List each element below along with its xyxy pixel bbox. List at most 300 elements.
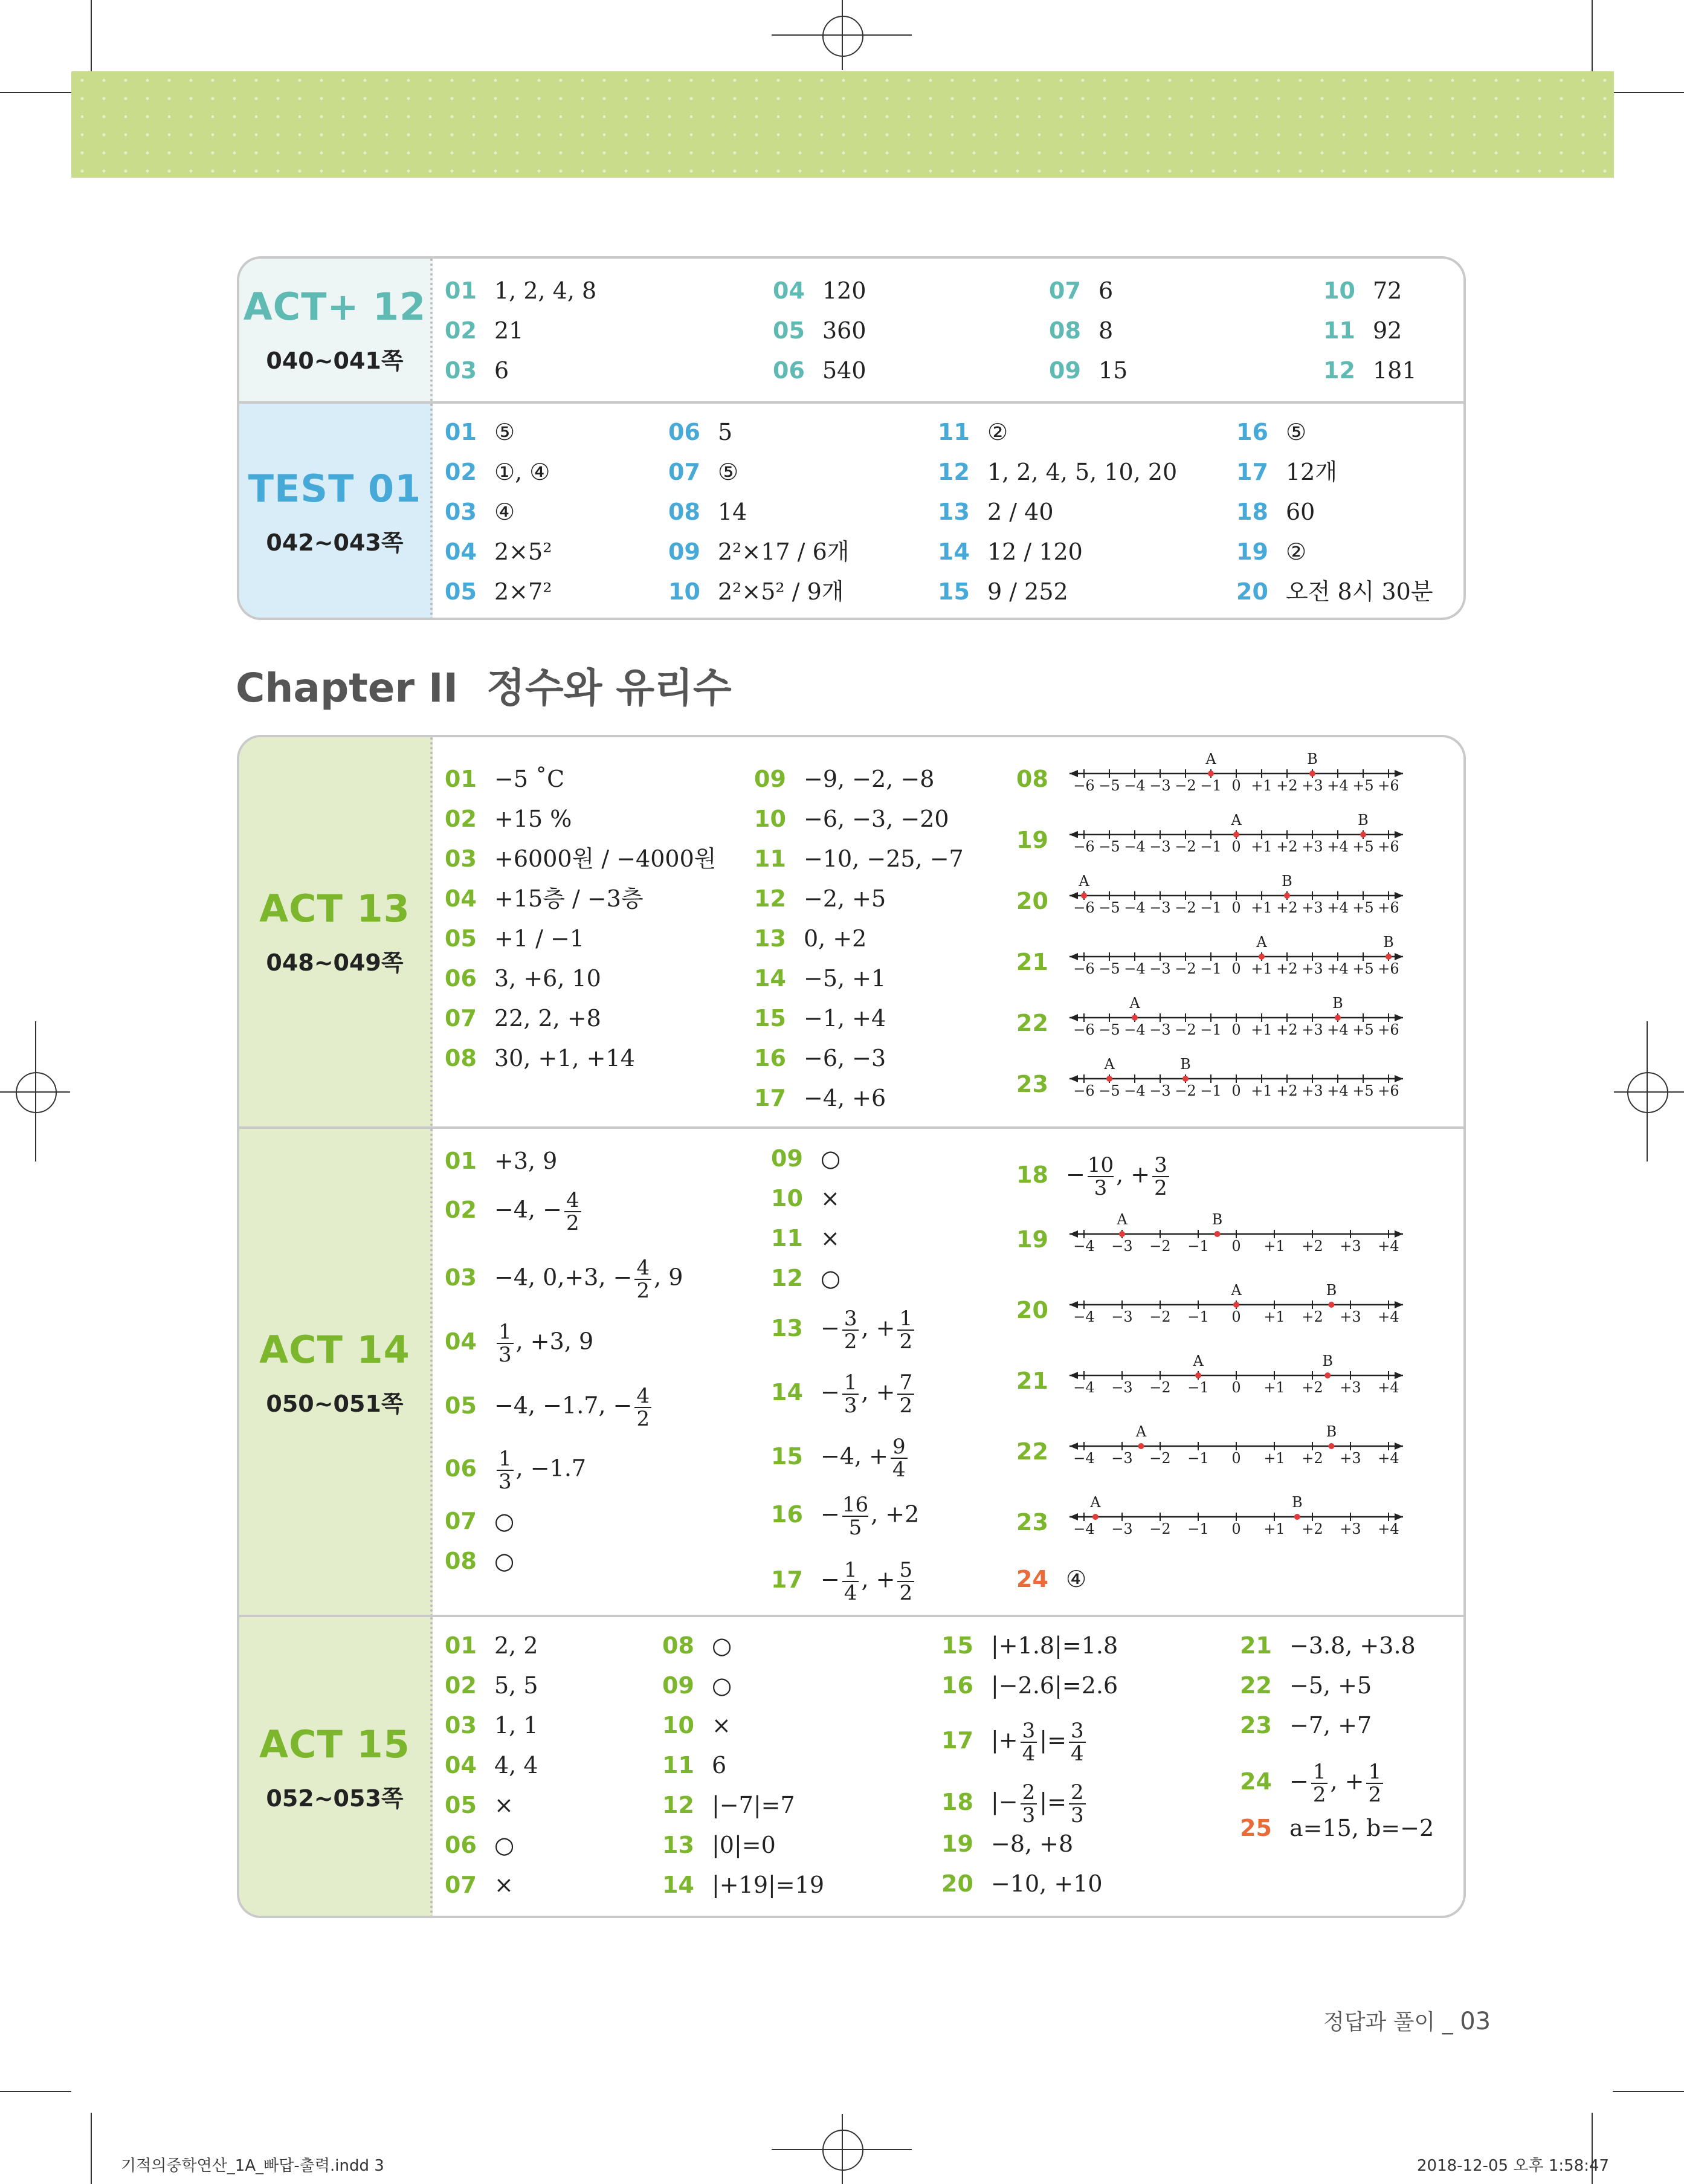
- answer-item: [1016, 1564, 1086, 1594]
- denominator: 2: [1152, 1176, 1169, 1199]
- answer-item: [445, 1630, 538, 1661]
- answer-text: a=15, b=−2: [1289, 1815, 1434, 1841]
- number-line: [1061, 1496, 1411, 1539]
- question-number: 09: [668, 538, 700, 565]
- point-label: A: [1231, 814, 1242, 829]
- answer-item: [754, 1043, 886, 1073]
- denominator: 5: [842, 1516, 868, 1539]
- question-number: 14: [771, 1378, 803, 1406]
- answers-act14: [433, 1129, 1463, 1617]
- tick-label: +6: [1378, 1082, 1399, 1099]
- point-label: A: [1117, 1213, 1128, 1228]
- point-B: [1309, 771, 1315, 777]
- tick-label: −2: [1149, 1450, 1171, 1467]
- point-label: A: [1193, 1355, 1204, 1369]
- answer-item: [668, 537, 849, 567]
- answer-item: [445, 1003, 601, 1033]
- point-label: B: [1211, 1213, 1223, 1228]
- answer-item: [445, 1790, 514, 1820]
- fraction: [842, 1372, 859, 1417]
- answer-item: [1016, 1154, 1172, 1199]
- tick-label: +1: [1251, 1021, 1273, 1038]
- answer-text: ○: [494, 1548, 515, 1574]
- question-number: 01: [445, 766, 477, 792]
- answer-item: [754, 764, 934, 794]
- answer-item: [1236, 457, 1337, 487]
- question-number: 04: [445, 1752, 477, 1779]
- point-B: [1329, 1302, 1335, 1308]
- question-number: 08: [662, 1632, 694, 1659]
- point-label: B: [1326, 1426, 1337, 1440]
- fraction: [497, 1448, 514, 1493]
- tick-label: 0: [1231, 1082, 1241, 1099]
- tick-label: +3: [1340, 1238, 1361, 1255]
- answer-text: 9 / 252: [987, 578, 1068, 605]
- question-number: 14: [662, 1872, 694, 1898]
- answer-text: +15층 / −3층: [494, 885, 644, 912]
- answer-item: [445, 1670, 538, 1701]
- section-title: ACT 15: [259, 1722, 410, 1766]
- section-title: ACT 13: [259, 887, 410, 931]
- point-A: [1233, 832, 1239, 838]
- footer-filename: 기적의중학연산_1A_빠답-출력.indd 3: [121, 2157, 384, 2175]
- question-number: 20: [1016, 1297, 1048, 1323]
- question-number: 02: [445, 1196, 477, 1223]
- fraction: [1311, 1761, 1328, 1806]
- numerator: 2: [1070, 1780, 1084, 1804]
- denominator: 3: [1069, 1803, 1086, 1826]
- page-range: 042~043쪽: [266, 529, 404, 556]
- answer-text: ⑤: [718, 459, 739, 485]
- fraction: [1088, 1154, 1114, 1199]
- tick-label: +5: [1352, 960, 1374, 977]
- point-A: [1132, 1015, 1138, 1021]
- numerator: 16: [842, 1493, 869, 1517]
- answer-item: [662, 1710, 731, 1740]
- tick-label: +5: [1352, 1021, 1374, 1038]
- answer-item: [771, 1183, 840, 1213]
- answers-act15: [433, 1617, 1463, 1918]
- question-number: 11: [771, 1225, 803, 1252]
- question-number: 03: [445, 1264, 477, 1291]
- numerator: 3: [1022, 1719, 1036, 1743]
- question-number: 03: [445, 845, 477, 872]
- number-line: [1061, 1213, 1411, 1256]
- question-number: 03: [445, 499, 477, 525]
- denominator: 2: [564, 1211, 581, 1234]
- number-line: [1061, 1355, 1411, 1397]
- tick-label: −2: [1149, 1379, 1171, 1396]
- number-line: [1061, 1426, 1411, 1468]
- numerator: 5: [899, 1558, 913, 1582]
- question-number: 06: [445, 965, 477, 992]
- question-number: 23: [1240, 1712, 1272, 1739]
- question-number: 18: [1016, 1161, 1048, 1188]
- arrow-head: [1395, 1443, 1403, 1450]
- answer-text: 22, 2, +8: [494, 1005, 601, 1032]
- question-number: 10: [1323, 277, 1355, 304]
- answer-item: [1016, 1436, 1066, 1467]
- arrow-head: [1069, 1513, 1078, 1520]
- tick-label: −1: [1200, 1082, 1222, 1099]
- tick-label: +3: [1340, 1450, 1361, 1467]
- answer-text: −6, −3, −20: [804, 806, 949, 832]
- section-title: TEST 01: [248, 467, 422, 511]
- fraction: [897, 1308, 914, 1352]
- answer-item: [773, 355, 866, 386]
- arrow-head: [1395, 1513, 1403, 1520]
- numerator: 1: [844, 1371, 857, 1395]
- answer-text: 92: [1373, 317, 1402, 344]
- answer-block-1: [237, 256, 1466, 620]
- tick-label: +2: [1276, 777, 1298, 794]
- answer-item: [1240, 1761, 1386, 1806]
- answer-text: , +: [1116, 1161, 1150, 1188]
- question-number: 10: [662, 1712, 694, 1739]
- tick-label: −2: [1149, 1308, 1171, 1325]
- answer-text: −10, +10: [991, 1870, 1103, 1897]
- answer-text: −5, +5: [1289, 1672, 1372, 1699]
- tick-label: 0: [1231, 1238, 1241, 1255]
- page-range: 050~051쪽: [266, 1391, 404, 1417]
- answer-text: ②: [987, 419, 1008, 445]
- tick-label: −4: [1124, 838, 1146, 855]
- question-number: 08: [445, 1548, 477, 1574]
- answer-text: −4, +6: [804, 1085, 886, 1111]
- answer-text: −3.8, +3.8: [1289, 1632, 1416, 1659]
- registration-mark-left: [16, 1072, 57, 1113]
- tick-label: −3: [1111, 1379, 1133, 1396]
- point-label: B: [1383, 936, 1394, 951]
- answer-item: [668, 497, 747, 527]
- tick-label: −3: [1149, 777, 1171, 794]
- tick-label: −4: [1124, 1082, 1146, 1099]
- arrow-head: [1395, 1230, 1403, 1238]
- tick-label: +4: [1378, 1450, 1399, 1467]
- answer-item: [445, 497, 515, 527]
- number-line: [1061, 997, 1411, 1039]
- tick-label: +6: [1378, 899, 1399, 916]
- fraction: [842, 1559, 859, 1604]
- answer-item: [771, 1143, 840, 1174]
- point-label: A: [1090, 1496, 1101, 1511]
- answer-item: [938, 577, 1068, 607]
- answer-text: ○: [712, 1632, 732, 1659]
- question-number: 22: [1016, 1438, 1048, 1465]
- answer-text: , +: [861, 1566, 895, 1593]
- tick-label: +4: [1327, 1082, 1349, 1099]
- point-B: [1360, 832, 1366, 838]
- answer-text: 6: [494, 357, 509, 384]
- answer-item: [662, 1870, 824, 1900]
- tick-label: +4: [1378, 1379, 1399, 1396]
- denominator: 4: [891, 1458, 908, 1481]
- answer-item: [1236, 417, 1306, 447]
- point-B: [1386, 954, 1392, 960]
- tick-label: +1: [1263, 1450, 1285, 1467]
- point-B: [1182, 1076, 1189, 1082]
- tick-label: +3: [1302, 838, 1323, 855]
- denominator: 2: [897, 1329, 914, 1352]
- question-number: 24: [1240, 1768, 1272, 1795]
- tick-label: +2: [1276, 899, 1298, 916]
- answer-text: 5: [718, 419, 733, 445]
- question-number: 17: [1236, 459, 1268, 485]
- question-number: 05: [445, 578, 477, 605]
- question-number: 05: [773, 317, 805, 344]
- denominator: 4: [1069, 1742, 1086, 1765]
- question-number: 20: [1236, 578, 1268, 605]
- tick-label: +5: [1352, 777, 1374, 794]
- answer-text: ②: [1286, 538, 1307, 565]
- answer-text: 360: [822, 317, 866, 344]
- answer-item: [1240, 1710, 1372, 1740]
- tick-label: −2: [1149, 1520, 1171, 1537]
- denominator: 4: [1021, 1742, 1037, 1765]
- numerator: 10: [1087, 1153, 1114, 1177]
- numerator: 1: [1312, 1760, 1326, 1784]
- answers-act12: [433, 259, 1463, 401]
- answer-item: [1016, 825, 1066, 855]
- tick-label: −4: [1124, 777, 1146, 794]
- point-label: B: [1358, 814, 1369, 829]
- answer-text: +3, 9: [494, 1148, 558, 1174]
- arrow-head: [1069, 1372, 1078, 1379]
- tick-label: −4: [1124, 1021, 1146, 1038]
- answer-item: [445, 577, 552, 607]
- answer-text: +15 %: [494, 806, 572, 832]
- question-number: 08: [445, 1045, 477, 1071]
- tick-label: −3: [1111, 1520, 1133, 1537]
- tick-label: +3: [1302, 1021, 1323, 1038]
- answer-text: 12 / 120: [987, 538, 1083, 565]
- answer-item: [445, 1870, 514, 1900]
- answer-text: 2²×17 / 6개: [718, 538, 850, 565]
- page-number: 03: [1460, 2008, 1491, 2035]
- answer-item: [445, 1710, 538, 1740]
- point-B: [1294, 1514, 1300, 1520]
- denominator: 4: [842, 1581, 859, 1604]
- question-number: 06: [445, 1832, 477, 1858]
- tick-label: −4: [1073, 1520, 1095, 1537]
- tick-label: +3: [1302, 777, 1323, 794]
- tick-label: +2: [1302, 1238, 1323, 1255]
- answer-text: ○: [494, 1508, 515, 1534]
- question-number: 05: [445, 1392, 477, 1419]
- tick-label: +3: [1340, 1520, 1361, 1537]
- arrow-head: [1069, 1014, 1078, 1021]
- point-label: B: [1180, 1058, 1191, 1073]
- tick-label: −2: [1175, 777, 1196, 794]
- answers-act13: [433, 737, 1463, 1126]
- answer-text: ①, ④: [494, 459, 550, 485]
- answer-item: [445, 923, 584, 954]
- answer-item: [771, 1372, 917, 1417]
- fraction: [634, 1385, 651, 1430]
- point-label: B: [1326, 1284, 1337, 1299]
- arrow-head: [1069, 1301, 1078, 1308]
- tick-label: −1: [1200, 899, 1222, 916]
- answer-item: [1016, 947, 1066, 977]
- tick-label: −2: [1175, 1021, 1196, 1038]
- footer-timestamp: 2018-12-05 오후 1:58:47: [1417, 2157, 1610, 2175]
- answer-item: [1016, 1069, 1066, 1099]
- question-number: 23: [1016, 1509, 1048, 1536]
- tick-label: −5: [1098, 1082, 1120, 1099]
- tick-label: +1: [1263, 1308, 1285, 1325]
- question-number: 15: [941, 1632, 973, 1659]
- answer-item: [662, 1790, 795, 1820]
- tick-label: −1: [1187, 1520, 1209, 1537]
- question-number: 13: [771, 1314, 803, 1342]
- answer-text: −1, +4: [804, 1005, 886, 1032]
- question-number: 05: [445, 1792, 477, 1818]
- question-number: 11: [754, 845, 786, 872]
- fraction: [1152, 1154, 1169, 1199]
- answer-item: [445, 963, 601, 993]
- point-label: A: [1129, 997, 1140, 1012]
- question-number: 18: [941, 1788, 973, 1815]
- question-number: 17: [771, 1566, 803, 1593]
- tick-label: −6: [1073, 777, 1095, 794]
- answer-item: [771, 1263, 840, 1293]
- answer-text: 2²×5² / 9개: [718, 578, 844, 605]
- answer-text: 2×7²: [494, 578, 552, 605]
- question-number: 14: [754, 965, 786, 992]
- page-number-note: [1323, 2005, 1491, 2036]
- tick-label: −5: [1098, 777, 1120, 794]
- answer-item: [445, 315, 523, 346]
- point-label: A: [1256, 936, 1267, 951]
- tick-label: +4: [1378, 1308, 1399, 1325]
- tick-label: −3: [1149, 899, 1171, 916]
- answer-item: [1240, 1630, 1416, 1661]
- registration-mark-bottom: [822, 2130, 863, 2171]
- point-label: A: [1205, 753, 1216, 767]
- answer-text: 0, +2: [804, 925, 867, 952]
- answer-item: [662, 1670, 732, 1701]
- chapter-title: 정수와 유리수: [486, 665, 732, 711]
- question-number: 21: [1240, 1632, 1272, 1659]
- tick-label: +2: [1302, 1308, 1323, 1325]
- tick-label: −6: [1073, 960, 1095, 977]
- answer-text: , +: [861, 1378, 895, 1406]
- numerator: 7: [899, 1371, 913, 1395]
- tick-label: +1: [1251, 838, 1273, 855]
- answer-item: [445, 804, 572, 834]
- answer-item: [445, 844, 716, 874]
- answer-text: ×: [821, 1185, 840, 1212]
- answer-item: [445, 417, 515, 447]
- numerator: 4: [566, 1188, 579, 1212]
- question-number: 15: [771, 1443, 803, 1470]
- answer-text: 12개: [1286, 459, 1338, 485]
- fraction: [1021, 1782, 1037, 1826]
- answer-text: 2×5²: [494, 538, 552, 565]
- question-number: 17: [754, 1085, 786, 1111]
- tick-label: +6: [1378, 777, 1399, 794]
- tick-label: −4: [1073, 1450, 1095, 1467]
- numerator: 2: [1022, 1780, 1036, 1804]
- denominator: 3: [497, 1470, 514, 1493]
- tick-label: −2: [1175, 1082, 1196, 1099]
- answer-item: [938, 417, 1008, 447]
- answer-text: −: [1066, 1161, 1085, 1188]
- tick-label: −5: [1098, 838, 1120, 855]
- tick-label: −1: [1200, 838, 1222, 855]
- answer-item: [662, 1830, 776, 1860]
- tick-label: +1: [1263, 1238, 1285, 1255]
- numerator: 3: [844, 1307, 857, 1331]
- answer-item: [445, 1385, 654, 1430]
- point-A: [1233, 1302, 1239, 1308]
- arrow-head: [1069, 892, 1078, 899]
- tick-label: +1: [1263, 1520, 1285, 1537]
- arrow-head: [1069, 770, 1078, 777]
- label-act14: [239, 1129, 433, 1617]
- answer-item: [445, 884, 644, 914]
- answer-item: [1049, 276, 1113, 306]
- answer-item: [941, 1782, 1088, 1826]
- answer-text: ○: [712, 1672, 732, 1699]
- question-number: 06: [445, 1455, 477, 1482]
- point-B: [1335, 1015, 1341, 1021]
- question-number: 12: [754, 885, 786, 912]
- arrow-head: [1069, 953, 1078, 960]
- row-act14: [239, 1126, 1463, 1617]
- tick-label: +2: [1302, 1450, 1323, 1467]
- answer-item: [668, 577, 844, 607]
- number-line: [1061, 936, 1411, 978]
- question-number: 19: [1236, 538, 1268, 565]
- tick-label: −4: [1124, 960, 1146, 977]
- answer-item: [445, 1830, 514, 1860]
- question-number: 10: [754, 806, 786, 832]
- numerator: 3: [1154, 1153, 1167, 1177]
- question-number: 20: [941, 1870, 973, 1897]
- answer-item: [1016, 1295, 1066, 1325]
- answer-text: ×: [821, 1225, 840, 1252]
- tick-label: +2: [1276, 960, 1298, 977]
- tick-label: −4: [1124, 899, 1146, 916]
- question-number: 07: [445, 1508, 477, 1534]
- answer-text: −2, +5: [804, 885, 886, 912]
- answer-item: [662, 1630, 732, 1661]
- point-B: [1215, 1231, 1221, 1237]
- label-act13: [239, 737, 433, 1126]
- answer-text: ⑤: [1286, 419, 1307, 445]
- page-note-label: 정답과 풀이 _: [1323, 2010, 1460, 2035]
- answer-text: |+19|=19: [712, 1872, 824, 1898]
- arrow-head: [1069, 1443, 1078, 1450]
- question-number: 19: [1016, 827, 1048, 853]
- page-range: 048~049쪽: [266, 949, 404, 976]
- answer-text: −10, −25, −7: [804, 845, 964, 872]
- tick-label: +2: [1302, 1379, 1323, 1396]
- crop-mark: [0, 2091, 71, 2092]
- question-number: 12: [938, 459, 970, 485]
- point-label: A: [1104, 1058, 1115, 1073]
- point-A: [1259, 954, 1265, 960]
- tick-label: −5: [1098, 899, 1120, 916]
- denominator: 2: [1366, 1783, 1383, 1806]
- answer-text: ×: [494, 1792, 514, 1818]
- denominator: 2: [634, 1279, 651, 1302]
- chapter-number: Chapter II: [236, 665, 459, 711]
- answer-text: −: [1289, 1768, 1309, 1795]
- question-number: 05: [445, 925, 477, 952]
- question-number: 07: [445, 1005, 477, 1032]
